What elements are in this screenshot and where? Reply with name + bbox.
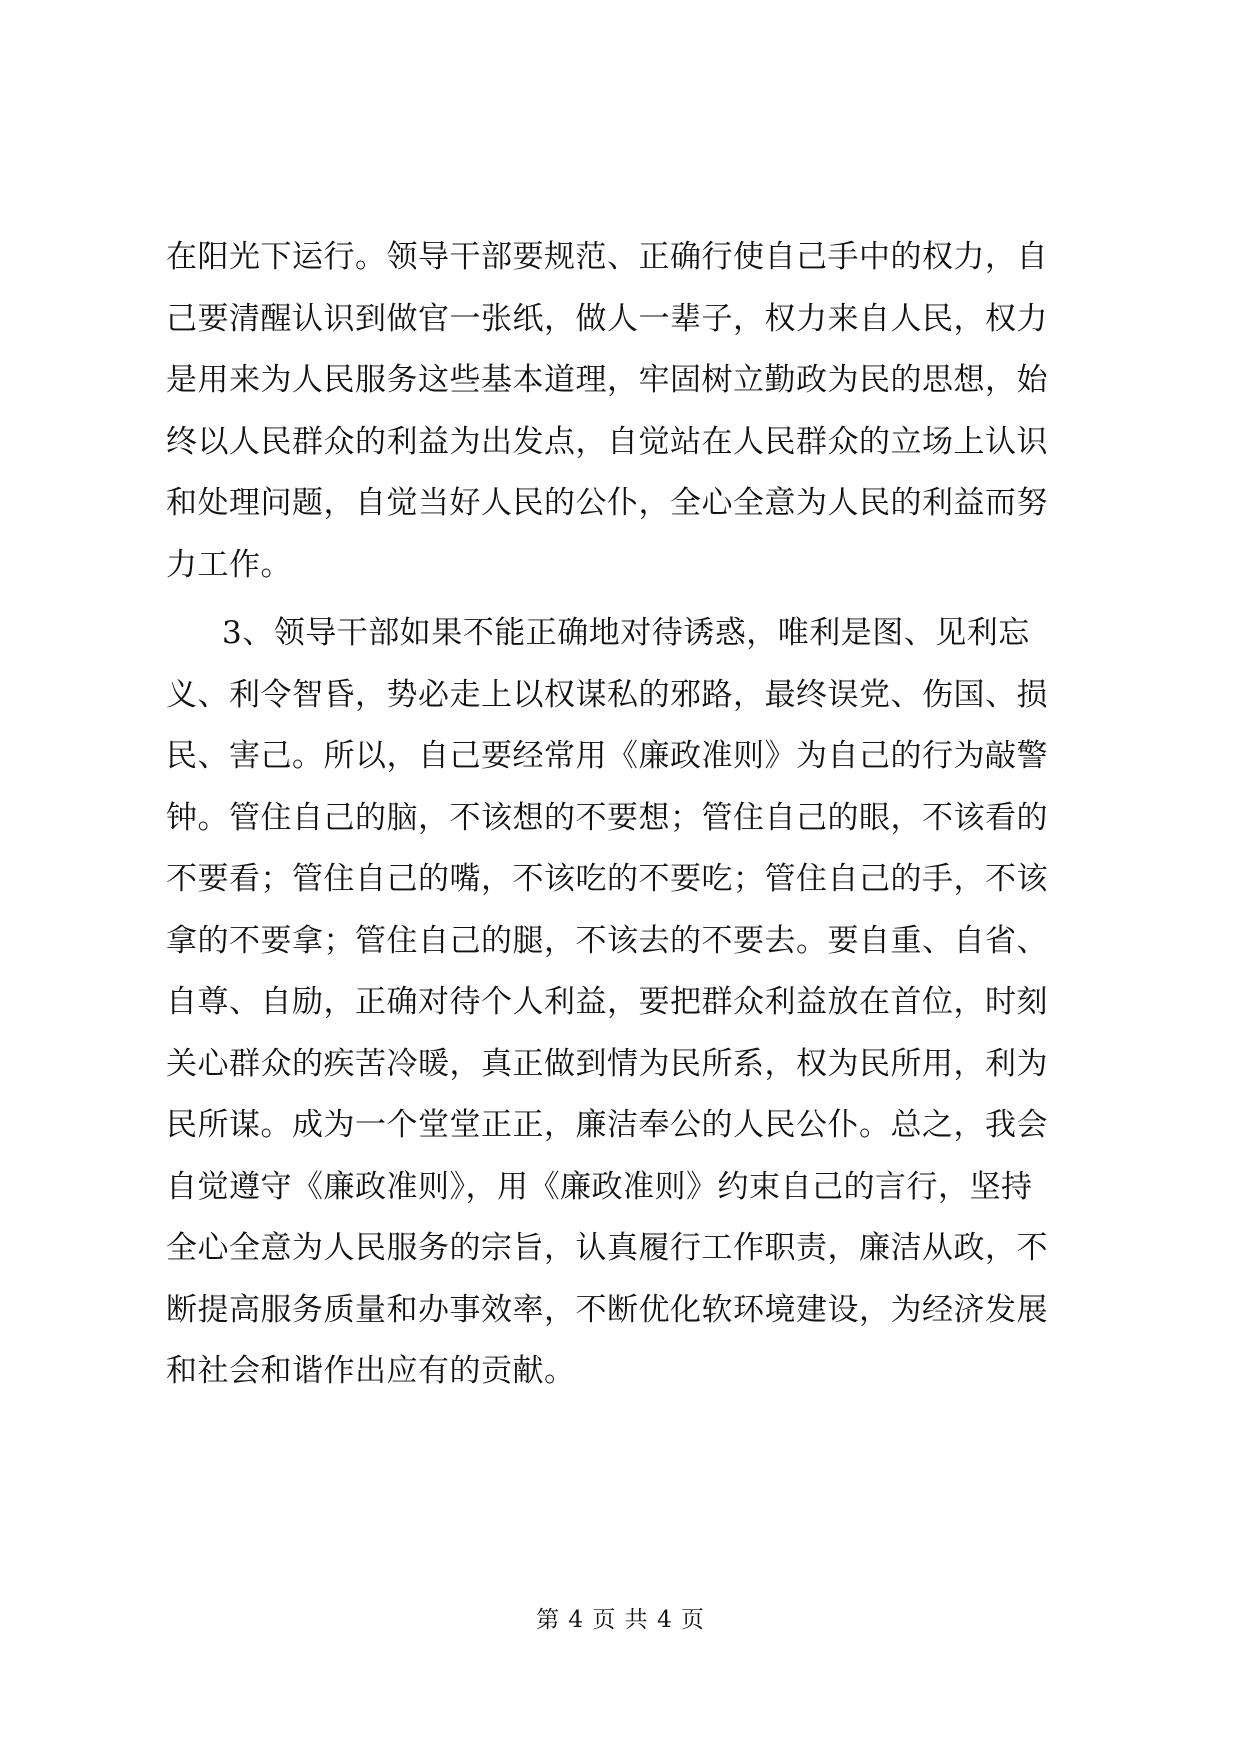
page-number-label: 第 4 页 共 4 页: [536, 1607, 705, 1633]
paragraph-spacer: [166, 596, 1076, 603]
paragraph-2: [166, 603, 1076, 1403]
paragraph-line: 民所谋。成为一个堂堂正正，廉洁奉公的人民公仆。总之，我会: [166, 1107, 1048, 1143]
paragraph-line: 终以人民群众的利益为出发点，自觉站在人民群众的立场上认识: [166, 423, 1048, 460]
paragraph-line: 民、害己。所以，自己要经常用《廉政准则》为自己的行为敲警: [166, 738, 1048, 774]
paragraph-line: 关心群众的疾苦冷暖，真正做到情为民所系，权为民所用，利为: [166, 1045, 1048, 1082]
paragraph-line: 己要清醒认识到做官一张纸，做人一辈子，权力来自人民，权力: [166, 300, 1048, 337]
paragraph-line: 断提高服务质量和办事效率，不断优化软环境建设，为经济发展: [166, 1291, 1048, 1328]
paragraph-line: 不要看；管住自己的嘴，不该吃的不要吃；管住自己的手，不该: [166, 861, 1048, 897]
paragraph-line: 是用来为人民服务这些基本道理，牢固树立勤政为民的思想，始: [166, 362, 1048, 398]
paragraph-line: 和处理问题，自觉当好人民的公仆，全心全意为人民的利益而努: [166, 485, 1048, 521]
paragraph-line: 钟。管住自己的脑，不该想的不要想；管住自己的眼，不该看的: [166, 799, 1048, 836]
paragraph-line: 在阳光下运行。领导干部要规范、正确行使自己手中的权力，自: [166, 239, 1048, 275]
paragraph-line: 全心全意为人民服务的宗旨，认真履行工作职责，廉洁从政，不: [166, 1230, 1048, 1266]
page-footer: [0, 1605, 1241, 1635]
paragraph-line: 3、领导干部如果不能正确地对待诱惑，唯利是图、见利忘: [222, 615, 1030, 651]
paragraph-line: 力工作。: [166, 546, 292, 583]
paragraph-line: 义、利令智昏，势必走上以权谋私的邪路，最终误党、伤国、损: [166, 676, 1048, 713]
paragraph-line: 自觉遵守《廉政准则》，用《廉政准则》约束自己的言行，坚持: [166, 1168, 1033, 1205]
paragraph-line: 拿的不要拿；管住自己的腿，不该去的不要去。要自重、自省、: [166, 922, 1048, 959]
document-body: [166, 227, 1076, 1403]
paragraph-line: 和社会和谐作出应有的贡献。: [166, 1353, 576, 1389]
paragraph-line: 自尊、自励，正确对待个人利益，要把群众利益放在首位，时刻: [166, 984, 1048, 1020]
paragraph-1: [166, 227, 1076, 596]
